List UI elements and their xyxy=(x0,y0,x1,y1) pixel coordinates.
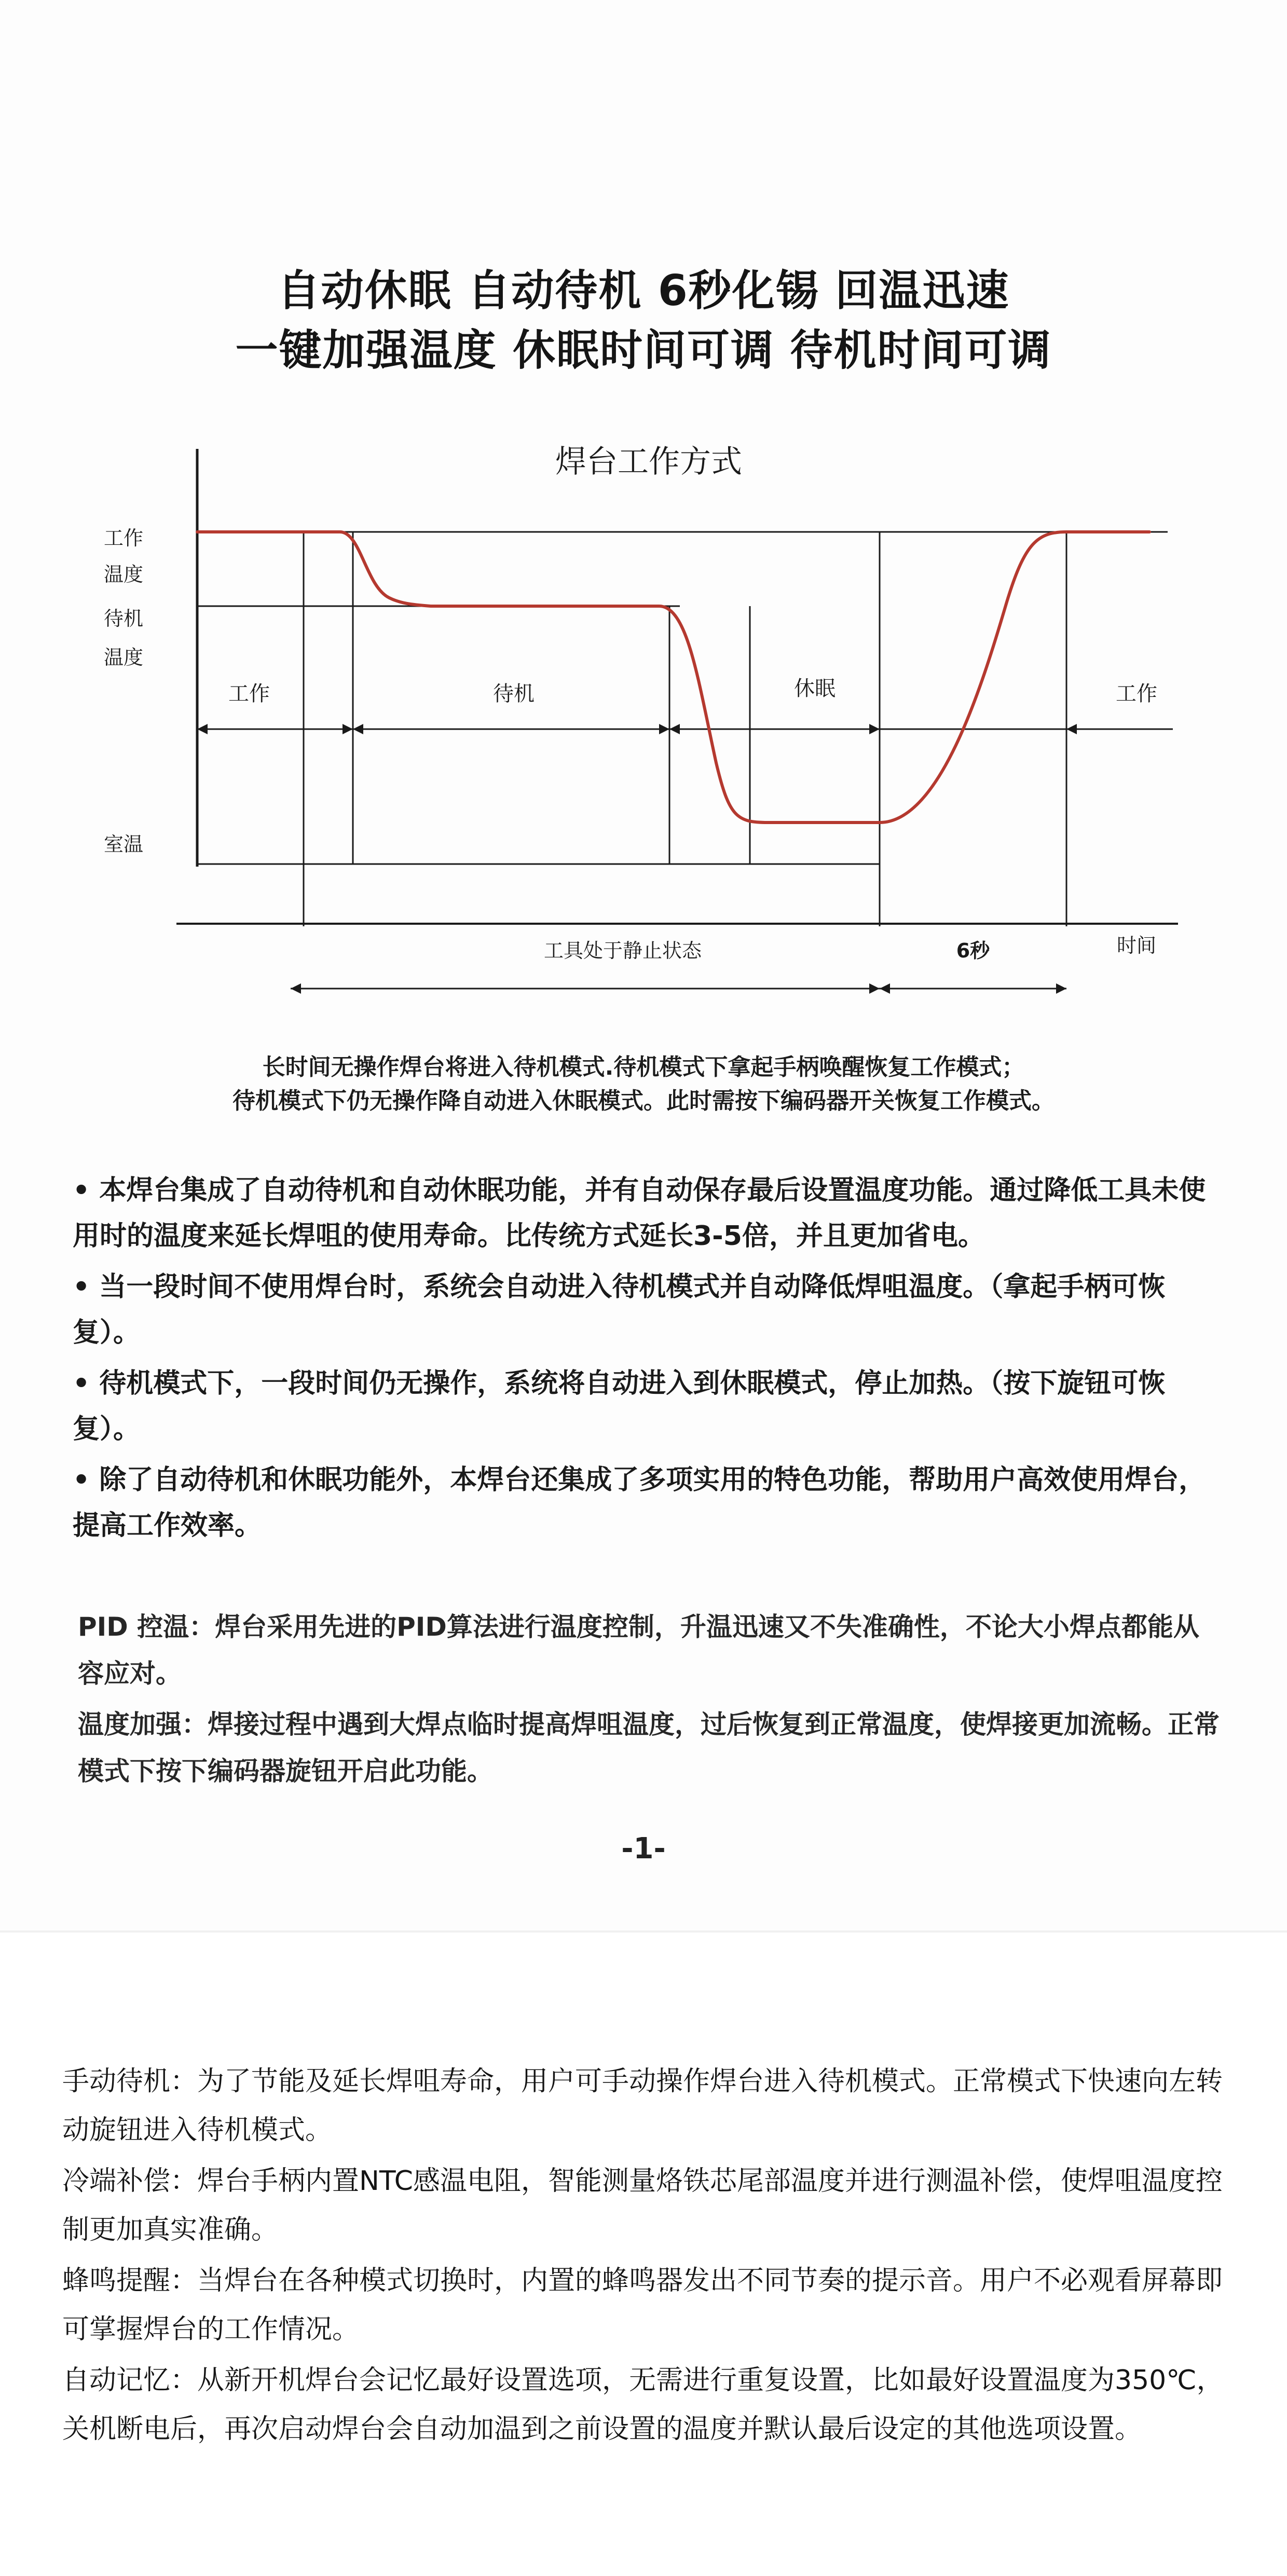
diagram-title: 焊台工作方式 xyxy=(555,444,742,480)
bullet-text: 除了自动待机和休眠功能外，本焊台还集成了多项实用的特色功能，帮助用户高效使用焊台，提高工作效率。 xyxy=(73,1464,1206,1541)
bullet-dot-icon: • xyxy=(73,1464,90,1496)
bullet-text: 当一段时间不使用焊台时，系统会自动进入待机模式并自动降低焊咀温度。（拿起手柄可恢复）。 xyxy=(73,1271,1166,1348)
y-label-work-1: 工作 xyxy=(104,527,144,550)
y-label-standby-2: 温度 xyxy=(104,646,144,669)
feature-description-list xyxy=(78,1604,1220,1799)
six-second-label: 6秒 xyxy=(956,939,990,962)
phase-label-sleep: 休眠 xyxy=(794,677,836,701)
page-number: -1- xyxy=(621,1832,666,1866)
feature-bullet-list xyxy=(73,1168,1214,1554)
bullet-item xyxy=(73,1168,1214,1259)
arrow-head-1 xyxy=(197,724,208,734)
bullet-dot-icon: • xyxy=(73,1368,90,1399)
feature-description-list-2 xyxy=(62,2057,1235,2456)
bullet-text: 本焊台集成了自动待机和自动休眠功能，并有自动保存最后设置温度功能。通过降低工具未使用时的温度来延长焊咀的使用寿命。比传统方式延长3-5倍，并且更加省电。 xyxy=(73,1175,1206,1252)
headline-line-1: 自动休眠 自动待机 6秒化锡 回温迅速 xyxy=(277,266,1010,316)
manual-page-2 xyxy=(0,1930,1287,2576)
arrow-head-2 xyxy=(343,724,353,734)
arrow-head-6 xyxy=(869,724,880,734)
phase-label-work-left: 工作 xyxy=(228,682,270,706)
arrow-head-7 xyxy=(1066,724,1077,734)
diagram-caption-line-1: 长时间无操作焊台将进入待机模式.待机模式下拿起手柄唤醒恢复工作模式； xyxy=(262,1054,1025,1080)
idle-label: 工具处于静止状态 xyxy=(543,939,702,962)
arrow-head-5 xyxy=(669,724,680,734)
arrow-head-3 xyxy=(353,724,363,734)
arrow-head-4 xyxy=(659,724,669,734)
y-label-room: 室温 xyxy=(104,833,144,856)
working-mode-diagram xyxy=(78,431,1209,1017)
temperature-curve xyxy=(197,532,1149,823)
feature-pid-control: PID 控温：焊台采用先进的PID算法进行温度控制，升温迅速又不失准确性，不论大小焊点都能从容应对。 xyxy=(78,1612,1199,1689)
feature-manual-standby: 手动待机：为了节能及延长焊咀寿命，用户可手动操作焊台进入待机模式。正常模式下快速向左转动旋钮进入待机模式。 xyxy=(62,2066,1223,2146)
y-label-standby-1: 待机 xyxy=(104,607,144,630)
bottom-arrow-head-1 xyxy=(291,983,301,994)
headline-line-2: 一键加强温度 休眠时间可调 待机时间可调 xyxy=(235,326,1052,375)
bullet-dot-icon: • xyxy=(73,1175,90,1206)
phase-label-work-right: 工作 xyxy=(1116,682,1157,706)
diagram-caption-line-2: 待机模式下仍无操作降自动进入休眠模式。此时需按下编码器开关恢复工作模式。 xyxy=(232,1088,1055,1114)
bullet-dot-icon: • xyxy=(73,1271,90,1303)
bottom-arrow-head-3 xyxy=(880,983,890,994)
bullet-text: 待机模式下，一段时间仍无操作，系统将自动进入到休眠模式，停止加热。（按下旋钮可恢复）。 xyxy=(73,1368,1166,1445)
phase-label-standby: 待机 xyxy=(493,682,535,706)
bottom-arrow-head-2 xyxy=(869,983,880,994)
y-label-work-2: 温度 xyxy=(104,563,144,586)
bottom-arrow-head-4 xyxy=(1056,983,1066,994)
bullet-item xyxy=(73,1457,1214,1549)
feature-auto-memory: 自动记忆：从新开机焊台会记忆最好设置选项，无需进行重复设置，比如最好设置温度为350℃，关机断电后，再次启动焊台会自动加温到之前设置的温度并默认最后设定的其他选项设置。 xyxy=(62,2365,1224,2445)
bullet-item xyxy=(73,1264,1214,1355)
time-axis-label: 时间 xyxy=(1116,934,1157,957)
feature-buzzer: 蜂鸣提醒：当焊台在各种模式切换时，内置的蜂鸣器发出不同节奏的提示音。用户不必观看屏幕即可掌握焊台的工作情况。 xyxy=(62,2265,1223,2345)
feature-cold-junction: 冷端补偿：焊台手柄内置NTC感温电阻，智能测量烙铁芯尾部温度并进行测温补偿，使焊咀温度控制更加真实准确。 xyxy=(62,2166,1223,2245)
feature-temp-boost: 温度加强：焊接过程中遇到大焊点临时提高焊咀温度，过后恢复到正常温度，使焊接更加流畅。正常模式下按下编码器旋钮开启此功能。 xyxy=(78,1709,1220,1786)
bullet-item xyxy=(73,1361,1214,1452)
